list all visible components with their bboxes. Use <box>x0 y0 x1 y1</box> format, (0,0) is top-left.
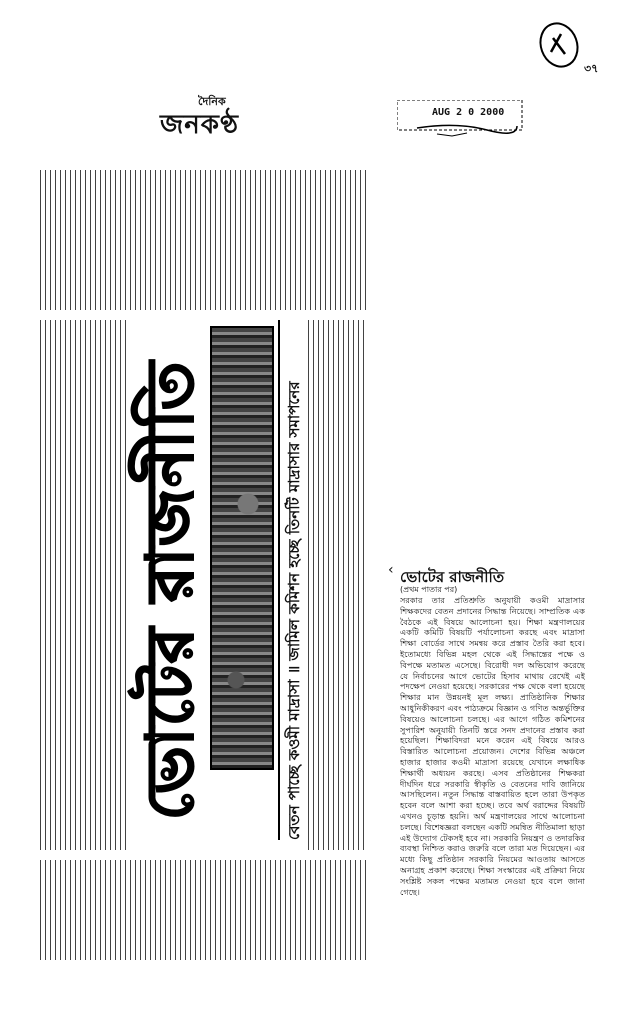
text-column <box>40 860 370 960</box>
clipping-photo <box>210 326 274 770</box>
handwritten-seal-mark <box>531 20 591 90</box>
continuation-title: ভোটের রাজনীতি <box>400 568 505 586</box>
stamp-date: AUG 2 0 2000 <box>432 107 505 118</box>
seal-number: ৩৭ <box>584 62 599 75</box>
clipping-headline: ভোটের রাজনীতি <box>134 359 208 821</box>
text-column <box>40 320 130 850</box>
continuation-bracket: ‹ <box>388 562 394 578</box>
clipping-caption: বেতন পাচ্ছে কওমী মাদ্রাসা ॥ জামিল কমিশন হচ্ছে তিনটি মাদ্রাসার সমাপনের <box>278 320 305 840</box>
text-column <box>308 320 368 850</box>
newspaper-clipping <box>40 170 370 960</box>
continuation-note: (প্রথম পাতার পর) <box>400 585 458 594</box>
continuation-body: সরকার তার প্রতিশ্রুতি অনুযায়ী কওমী মাদ্রাসার শিক্ষকদের বেতন প্রদানের সিদ্ধান্ত নিয়েছে। সাম্প্রতিক এক বৈঠকে এই বিষয়ে আলোচনা হয়। শিক্ষা মন্ত্রণালয়ের একটি কমিটি বিষয়টি পর্যালোচনা করছে এবং মাদ্রাসা শিক্ষা বোর্ডের সাথে সমন্বয় করে প্রস্তাব তৈরি করা হবে। ইতোমধ্যে বিভিন্ন মহল থেকে এই সিদ্ধান্তের পক্ষে ও বিপক্ষে মতামত এসেছে। বিরোধী দল অভিযোগ করেছে যে নির্বাচনের আগে ভোটের হিসাব মাথায় রেখেই এই পদক্ষেপ নেওয়া হয়েছে। সরকারের পক্ষ থেকে বলা হয়েছে শিক্ষার মান উন্নয়নই মূল লক্ষ্য। প্রাতিষ্ঠানিক শিক্ষার আধুনিকীকরণ এবং পাঠ্যক্রমে বিজ্ঞান ও গণিত অন্তর্ভুক্তির বিষয়েও আলোচনা চলছে। এর আগে গঠিত কমিশনের সুপারিশ অনুযায়ী তিনটি স্তরে সনদ প্রদানের প্রস্তাব করা হয়েছিল। শিক্ষাবিদরা মনে করেন এই বিষয়ে আরও বিস্তারিত আলোচনা প্রয়োজন। দেশের বিভিন্ন অঞ্চলে হাজার হাজার কওমী মাদ্রাসা রয়েছে যেখানে লক্ষাধিক শিক্ষার্থী অধ্যয়ন করছে। এসব প্রতিষ্ঠানের শিক্ষকরা দীর্ঘদিন ধরে সরকারি স্বীকৃতি ও বেতনের দাবি জানিয়ে আসছিলেন। নতুন সিদ্ধান্ত বাস্তবায়িত হলে তারা উপকৃত হবেন বলে আশা করা হচ্ছে। তবে অর্থ বরাদ্দের বিষয়টি এখনও চূড়ান্ত হয়নি। অর্থ মন্ত্রণালয়ের সাথে আলোচনা চলছে। বিশেষজ্ঞরা বলছেন একটি সমন্বিত নীতিমালা ছাড়া এই উদ্যোগ টেকসই হবে না। সরকারি নিয়ন্ত্রণ ও তদারকির ব্যবস্থা নিশ্চিত করাও জরুরি বলে তারা মত দিয়েছেন। এর মধ্যে কিছু প্রতিষ্ঠান সরকারি নিয়মের আওতায় আসতে অনাগ্রহ প্রকাশ করেছে। শিক্ষা সংস্কারের এই প্রক্রিয়া নিয়ে সংশ্লিষ্ট সকল পক্ষের মতামত নেওয়া হবে বলে জানা গেছে। <box>400 595 585 897</box>
text-column <box>40 170 370 310</box>
masthead-label: দৈনিক <box>198 95 226 108</box>
newspaper-masthead: জনকণ্ঠ <box>160 110 239 140</box>
date-stamp <box>397 100 527 140</box>
clipping-rotated <box>40 170 370 960</box>
